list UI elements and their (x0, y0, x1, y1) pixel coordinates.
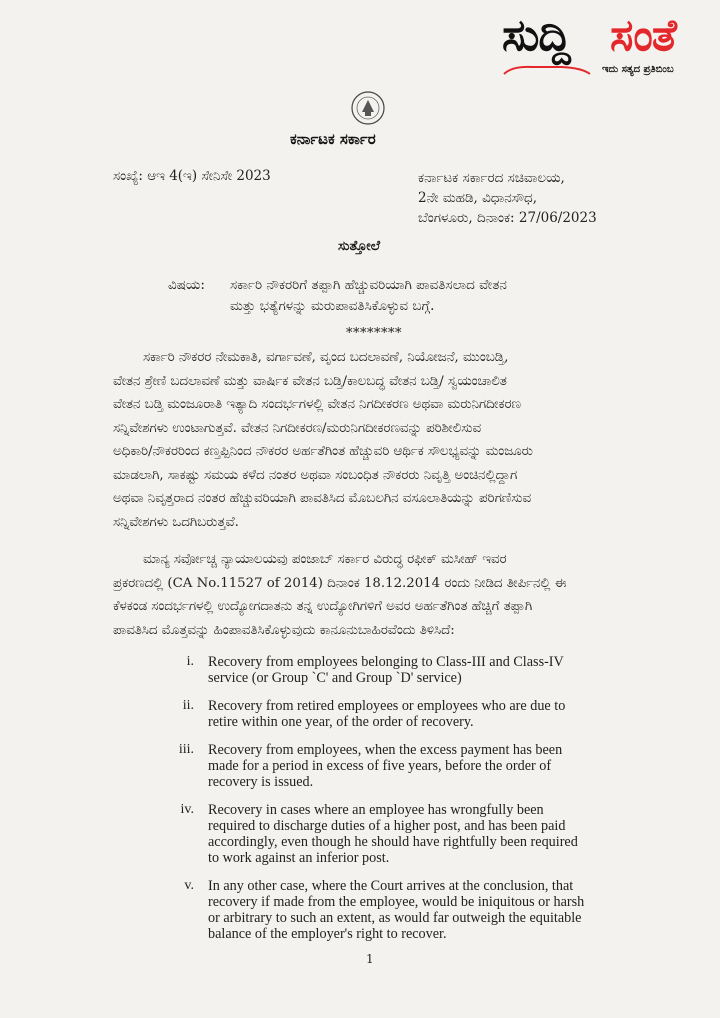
list-item (160, 654, 630, 686)
paragraph-line: ಪ್ರಕರಣದಲ್ಲಿ (CA No.11527 of 2014) ದಿನಾಂಕ 18.12.2014 ರಂದು ನೀಡಿದ ತೀರ್ಪಿನಲ್ಲಿ ಈ (113, 575, 567, 591)
item-line: accordingly, even though he should have rightfully been required (208, 834, 578, 850)
office-line: 2ನೇ ಮಹಡಿ, ವಿಧಾನಸೌಧ, (418, 190, 537, 206)
item-line: Recovery from employees, when the excess payment has been (208, 742, 563, 758)
list-item (160, 742, 630, 790)
page-number: 1 (366, 952, 374, 966)
paragraph-line: ಅಧಿಕಾರಿ/ನೌಕರರಿಂದ ಕಣ್ತಪ್ಪಿನಿಂದ ನೌಕರರ ಅರ್ಹತೆಗಿಂತ ಹೆಚ್ಚುವರಿ ಆರ್ಥಿಕ ಸೌಲಭ್ಯವನ್ನು ಮಂಜೂರು (113, 444, 533, 459)
paragraph-line: ವೇತನ ಶ್ರೇಣಿ ಬದಲಾವಣೆ ಮತ್ತು ವಾರ್ಷಿಕ ವೇತನ ಬಡ್ತಿ/ಕಾಲಬದ್ಧ ವೇತನ ಬಡ್ತಿ/ ಸ್ವಯಂಚಾಲಿತ (113, 373, 507, 389)
paragraph-2 (113, 548, 623, 642)
government-title: ಕರ್ನಾಟಕ ಸರ್ಕಾರ (290, 130, 376, 148)
item-line: Recovery in cases where an employee has wrongfully been (208, 802, 544, 818)
list-item (160, 878, 630, 942)
item-line: balance of the employer's right to recover. (208, 926, 447, 942)
item-line: Recovery from retired employees or employees who are due to (208, 698, 566, 714)
separator: ******** (346, 326, 402, 341)
paragraph-line: ಮಾಡಲಾಗಿ, ಸಾಕಷ್ಟು ಸಮಯ ಕಳೆದ ನಂತರ ಅಥವಾ ಸಂಬಂಧಿತ ನೌಕರರು ನಿವೃತ್ತಿ ಅಂಚಿನಲ್ಲಿದ್ದಾಗ (113, 467, 518, 483)
sudhi-santhe-watermark-logo (502, 8, 712, 80)
brand-name-part2: ಸಂತೆ (610, 10, 676, 61)
paragraph-line: ಪಾವತಿಸಿದ ಮೊತ್ತವನ್ನು ಹಿಂಪಾವತಿಸಿಕೊಳ್ಳುವುದು ಕಾನೂನುಬಾಹಿರವೆಂದು ತಿಳಿಸಿದೆ: (113, 622, 455, 638)
item-line: to work against an inferior post. (208, 850, 390, 866)
brand-tagline: ಇದು ಸತ್ಯದ ಪ್ರತಿಬಿಂಬ (602, 64, 674, 75)
item-line: required to discharge duties of a higher post, and has been paid (208, 818, 566, 834)
paragraph-line: ಸರ್ಕಾರಿ ನೌಕರರ ನೇಮಕಾತಿ, ವರ್ಗಾವಣೆ, ವೃಂದ ಬದಲಾವಣೆ, ನಿಯೋಜನೆ, ಮುಂಬಡ್ತಿ, (143, 350, 509, 365)
paragraph-line: ಸನ್ನಿವೇಶಗಳು ಒದಗಿಬರುತ್ತವೆ. (113, 514, 239, 530)
paragraph-line: ಕೆಳಕಂಡ ಸಂದರ್ಭಗಳಲ್ಲಿ ಉದ್ಯೋಗದಾತನು ತನ್ನ ಉದ್ಯೋಗಿಗಳಿಗೆ ಅವರ ಅರ್ಹತೆಗಿಂತ ಹೆಚ್ಚಿಗೆ ತಪ್ಪಾಗಿ (113, 599, 533, 614)
paragraph-line: ವೇತನ ಬಡ್ತಿ ಮಂಜೂರಾತಿ ಇತ್ಯಾದಿ ಸಂದರ್ಭಗಳಲ್ಲಿ ವೇತನ ನಿಗದೀಕರಣ ಅಥವಾ ಮರುನಿಗದೀಕರಣ (113, 397, 521, 412)
subject-line: ಮತ್ತು ಭತ್ಯೆಗಳನ್ನು ಮರುಪಾವತಿಸಿಕೊಳ್ಳುವ ಬಗ್ಗೆ. (230, 298, 435, 314)
office-address (418, 168, 597, 228)
item-line: recovery if made from the employee, would be iniquitous or harsh (208, 894, 585, 910)
paragraph-line: ಸನ್ನಿವೇಶಗಳು ಉಂಟಾಗುತ್ತವೆ. ವೇತನ ನಿಗದೀಕರಣ/ಮರುನಿಗದೀಕರಣವನ್ನು ಪರಿಶೀಲಿಸುವ (113, 420, 482, 436)
item-line: service (or Group `C' and Group `D' service) (208, 670, 462, 686)
office-line: ಕರ್ನಾಟಕ ಸರ್ಕಾರದ ಸಚಿವಾಲಯ, (418, 170, 565, 186)
paragraph-1 (113, 346, 623, 534)
reference-number: ಸಂಖ್ಯೆ: ಆಇ 4(ಇ) ಸೇನಿಸೇ 2023 (113, 168, 271, 184)
item-number: v. (184, 878, 194, 893)
circular-title: ಸುತ್ತೋಲೆ (338, 238, 381, 254)
brand-name-part1: ಸುದ್ದಿ (502, 10, 570, 61)
item-number: iv. (180, 802, 194, 817)
list-item (160, 698, 630, 730)
office-date-line: ಬೆಂಗಳೂರು, ದಿನಾಂಕ: 27/06/2023 (418, 210, 597, 226)
item-number: ii. (182, 698, 194, 713)
subject-line: ಸರ್ಕಾರಿ ನೌಕರರಿಗೆ ತಪ್ಪಾಗಿ ಹೆಚ್ಚುವರಿಯಾಗಿ ಪಾವತಿಸಲಾದ ವೇತನ (230, 277, 507, 293)
car-icon (502, 64, 592, 76)
item-line: made for a period in excess of five years, before the order of (208, 758, 552, 774)
item-number: i. (186, 654, 194, 669)
government-emblem-icon (338, 86, 398, 126)
list-item (160, 802, 630, 866)
paragraph-line: ಅಥವಾ ನಿವೃತ್ತರಾದ ನಂತರ ಹೆಚ್ಚುವರಿಯಾಗಿ ಪಾವತಿಸಿದ ಮೊಬಲಗಿನ ವಸೂಲಾತಿಯನ್ನು ಪರಿಗಣಿಸುವ (113, 491, 532, 506)
item-line: In any other case, where the Court arrives at the conclusion, that (208, 878, 574, 894)
subject-label: ವಿಷಯ: (168, 277, 205, 293)
subject-block (168, 275, 507, 317)
item-number: iii. (178, 742, 194, 757)
item-line: Recovery from employees belonging to Class-III and Class-IV (208, 654, 564, 670)
item-line: recovery is issued. (208, 774, 314, 790)
paragraph-line: ಮಾನ್ಯ ಸರ್ವೋಚ್ಚ ನ್ಯಾಯಾಲಯವು ಪಂಜಾಬ್ ಸರ್ಕಾರ ವಿರುದ್ಧ ರಫೀಕ್ ಮಸೀಹ್ ಇವರ (143, 552, 507, 567)
item-line: or arbitrary to such an extent, as would far outweigh the equitable (208, 910, 582, 926)
recovery-conditions-list (160, 654, 630, 954)
item-line: retire within one year, of the order of recovery. (208, 714, 474, 730)
